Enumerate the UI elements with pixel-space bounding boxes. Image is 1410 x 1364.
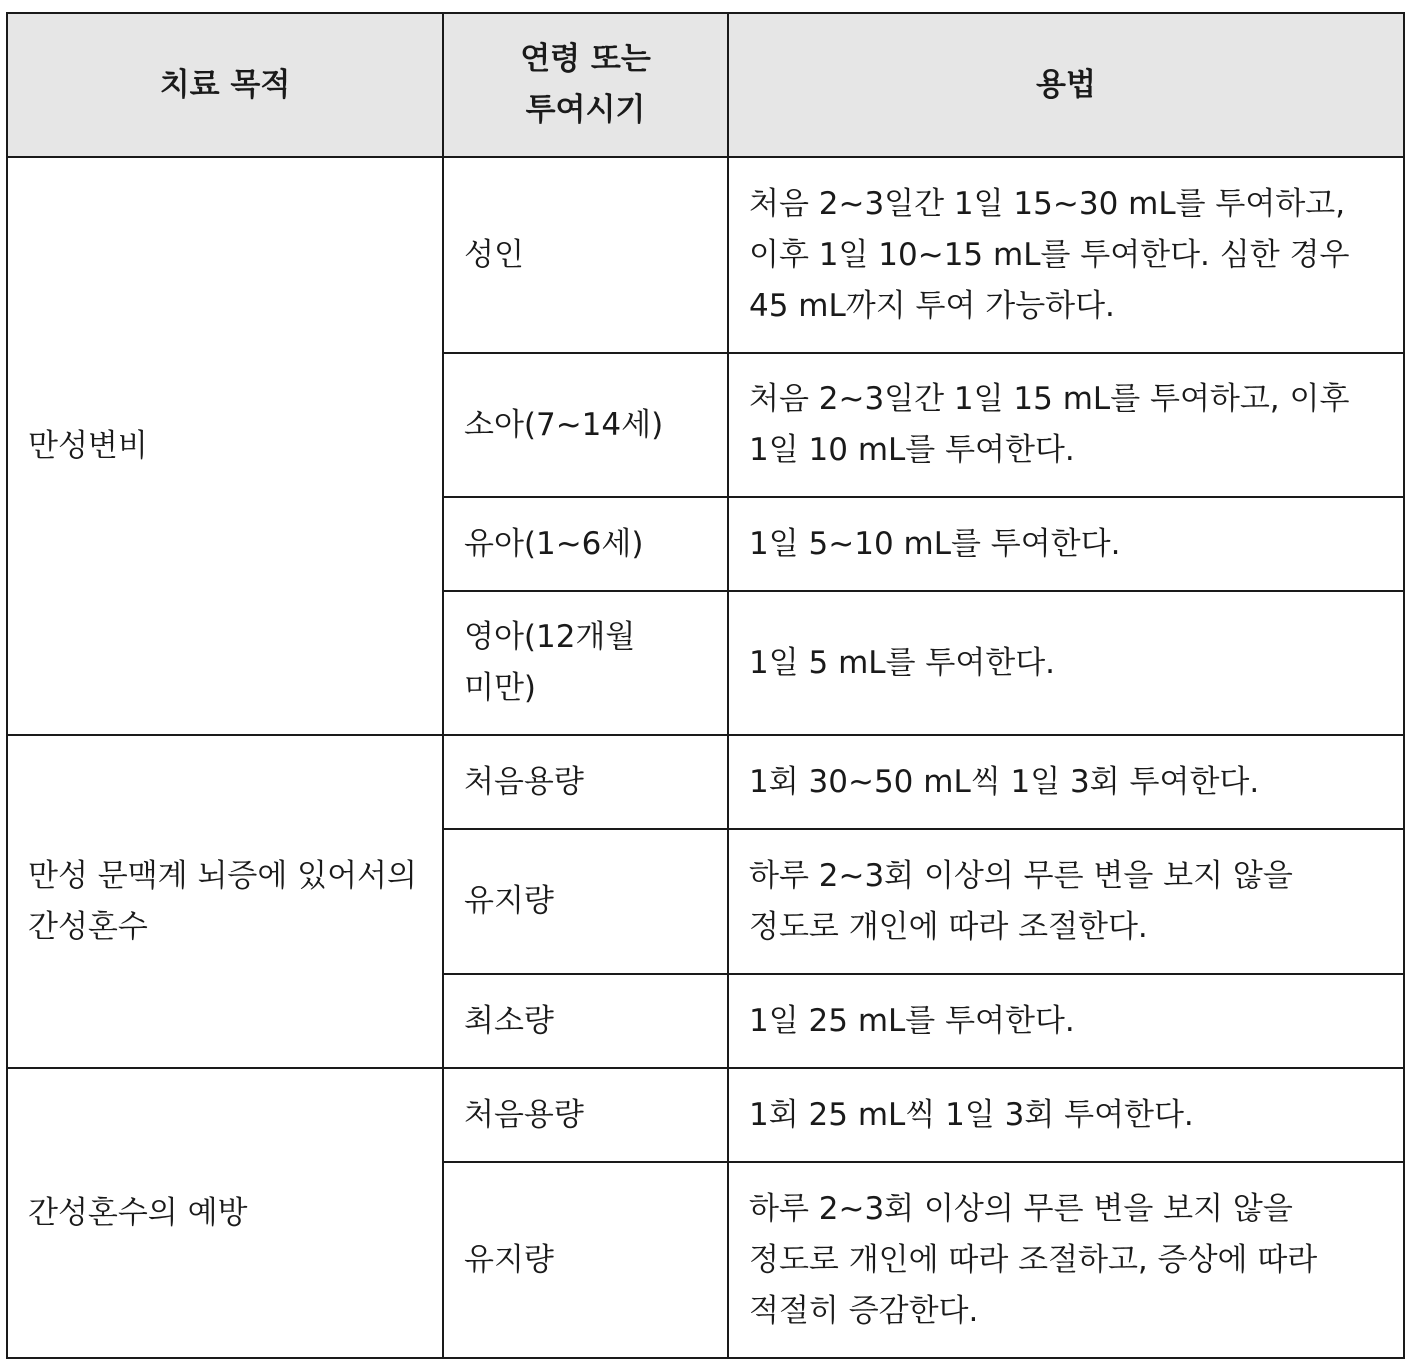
- table-body: [7, 157, 1404, 1358]
- dosage-cell: 처음 2~3일간 1일 15 mL를 투여하고, 이후 1일 10 mL를 투여한다.: [728, 353, 1404, 497]
- age-cell: 최소량: [443, 974, 728, 1068]
- age-cell: 처음용량: [443, 1068, 728, 1162]
- table-row: [7, 735, 1404, 829]
- dosage-table: [6, 12, 1405, 1359]
- header-row: [7, 13, 1404, 157]
- header-dosage: 용법: [728, 13, 1404, 157]
- purpose-cell: 만성 문맥계 뇌증에 있어서의 간성혼수: [7, 735, 443, 1068]
- dosage-cell: 1일 5 mL를 투여한다.: [728, 591, 1404, 735]
- dosage-cell: 1일 25 mL를 투여한다.: [728, 974, 1404, 1068]
- dosage-cell: 하루 2~3회 이상의 무른 변을 보지 않을 정도로 개인에 따라 조절한다.: [728, 829, 1404, 974]
- age-cell: 영아(12개월 미만): [443, 591, 728, 735]
- age-cell: 소아(7~14세): [443, 353, 728, 497]
- dosage-cell: 1일 5~10 mL를 투여한다.: [728, 497, 1404, 591]
- purpose-cell: 간성혼수의 예방: [7, 1068, 443, 1358]
- table-row: [7, 1068, 1404, 1162]
- dosage-cell: 하루 2~3회 이상의 무른 변을 보지 않을 정도로 개인에 따라 조절하고, 증상에 따라 적절히 증감한다.: [728, 1162, 1404, 1358]
- dosage-cell: 처음 2~3일간 1일 15~30 mL를 투여하고, 이후 1일 10~15 mL를 투여한다. 심한 경우 45 mL까지 투여 가능하다.: [728, 157, 1404, 353]
- dosage-cell: 1회 30~50 mL씩 1일 3회 투여한다.: [728, 735, 1404, 829]
- table-row: [7, 157, 1404, 353]
- header-purpose: 치료 목적: [7, 13, 443, 157]
- age-cell: 유지량: [443, 829, 728, 974]
- age-cell: 유지량: [443, 1162, 728, 1358]
- header-age: 연령 또는 투여시기: [443, 13, 728, 157]
- purpose-cell: 만성변비: [7, 157, 443, 735]
- age-cell: 처음용량: [443, 735, 728, 829]
- age-cell: 성인: [443, 157, 728, 353]
- age-cell: 유아(1~6세): [443, 497, 728, 591]
- table-header: [7, 13, 1404, 157]
- dosage-cell: 1회 25 mL씩 1일 3회 투여한다.: [728, 1068, 1404, 1162]
